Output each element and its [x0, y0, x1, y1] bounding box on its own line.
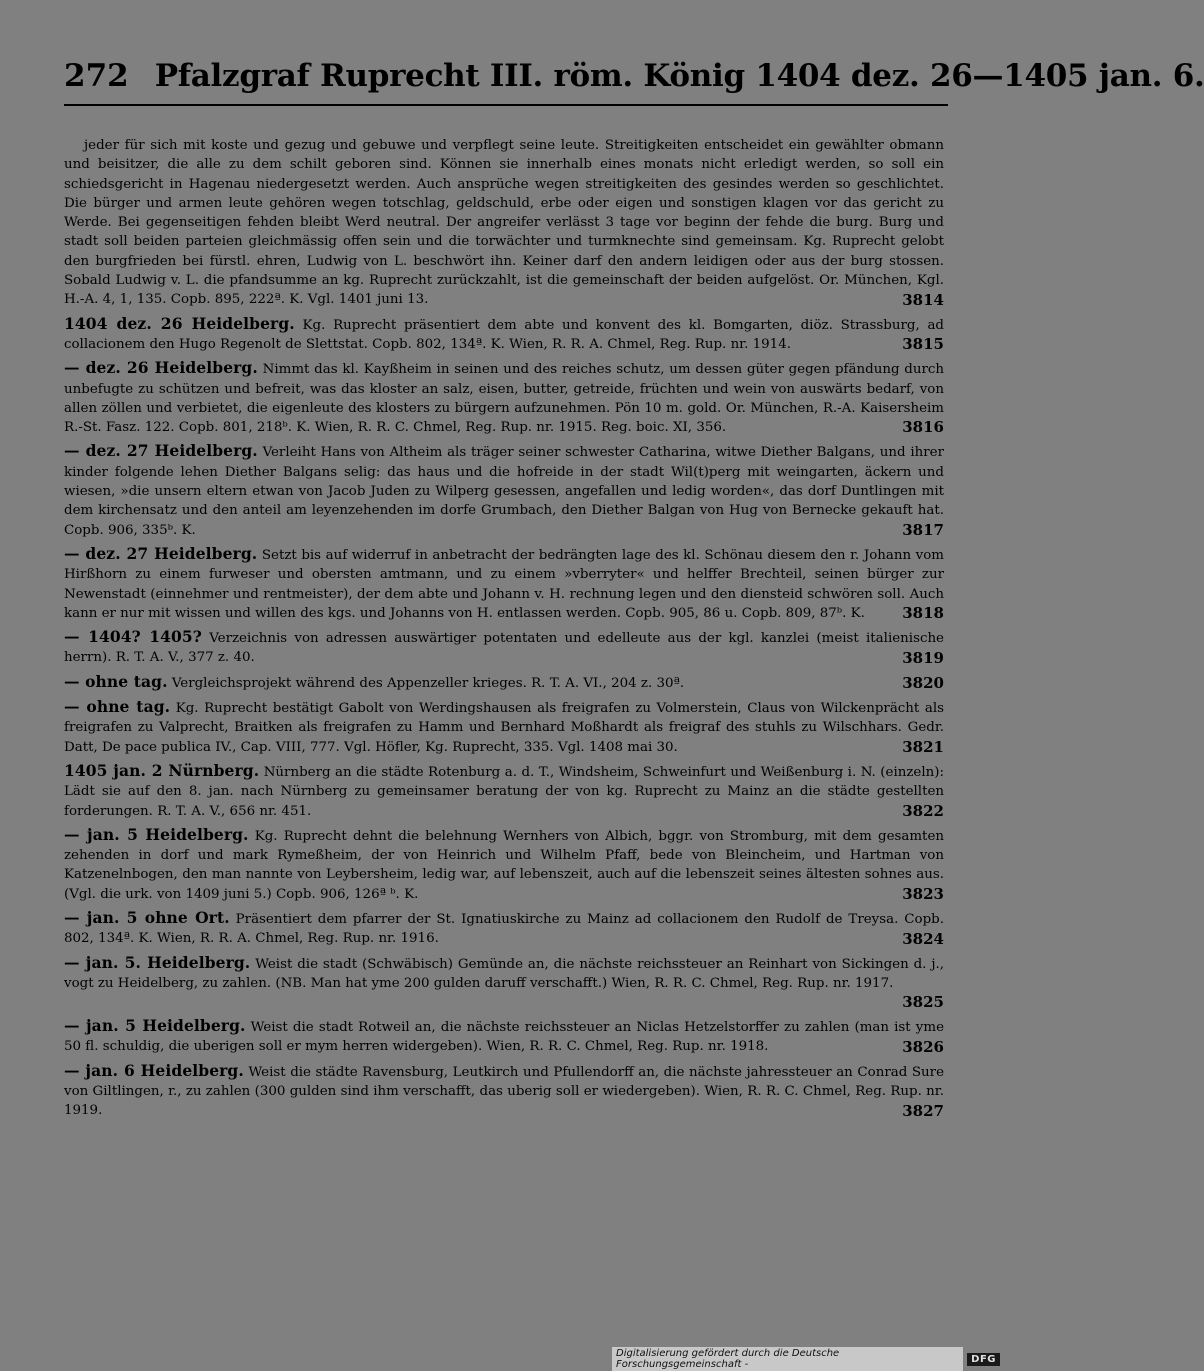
entry-text: Kg. Ruprecht dehnt die belehnung Wernhers von Albich, bggr. von Stromburg, mit dem gesamten zehenden in dorf und mark Rymeßheim, der von Heinrich und Wilhelm Pfaff, bede von Bleincheim, und Hartman von Katzenelnbogen, den man nannte von Leybersheim, ledig war, auf lebenszeit, auch auf die lebenszeit seines ältesten sohnes aus. (Vgl. die urk. von 1409 juni 5.) Copb. 906, 126ª ᵇ. K.: [64, 828, 944, 902]
entry-number: 3825: [902, 993, 944, 1012]
page-number: 272: [64, 58, 129, 94]
regest-entry: [64, 761, 944, 821]
entry-number: 3817: [902, 520, 944, 539]
entry-text: Weist die stadt Rotweil an, die nächste reichssteuer an Niclas Hetzelstorffer zu zahlen (man ist yme 50 fl. schuldig, die uberigen soll er mym herren widergeben). Wien, R. R. C. Chmel, Reg. Rup. nr. 1918.: [64, 1020, 944, 1055]
entry-text: Kg. Ruprecht bestätigt Gabolt von Werdingshausen als freigrafen zu Volmerstein, Claus von Wilckenprächt als freigrafen zu Valprecht, Braitken als freigrafen zu Hamm und Bernhard Moßhardt als freigraf des stuhls zu Wilschhars. Gedr. Datt, De pace publica IV., Cap. VIII, 777. Vgl. Höfler, Kg. Ruprecht, 335. Vgl. 1408 mai 30.: [64, 701, 944, 755]
entry-text: jeder für sich mit koste und gezug und gebuwe und verpflegt seine leute. Streitigkeiten entscheidet ein gewählter obmann und beisitzer, die alle zu dem schilt geboren sind. Können sie innerhalb eines monats nicht erledigt werden, so soll ein schiedsgericht in Hagenau niedergesetzt werden. Auch ansprüche wegen streitigkeiten des gesindes werden so geschlichtet. Die bürger und armen leute gehören wegen totschlag, geldschuld, erbe oder eigen und sonstigen klagen vor das gericht zu Werde. Bei gegenseitigen fehden bleibt Werd neutral. Der angreifer verlässt 3 tage vor beginn der fehde die burg. Burg und stadt soll beiden parteien gleichmässig offen sein und die torwächter und turmknechte sind gemeinsam. Kg. Ruprecht gelobt den burgfrieden bei fürstl. ehren, Ludwig von L. beschwört ihn. Keiner darf den andern leidigen oder aus der burg stossen. Sobald Ludwig v. L. die pfandsumme an kg. Ruprecht zurückzahlt, ist die gemeinschaft der beiden aufgelöst. Or. München, Kgl. H.-A. 4, 1, 135. Copb. 895, 222ª. K. Vgl. 1401 juni 13.: [64, 138, 944, 308]
entry-number: 3823: [902, 884, 944, 903]
entry-number: 3824: [902, 929, 944, 948]
entry-date-place: — dez. 27 Heidelberg.: [64, 543, 258, 563]
entry-text: Setzt bis auf widerruf in anbetracht der bedrängten lage des kl. Schönau diesem den r. Johann vom Hirßhorn zu einem furweser und obersten amtmann, und zu einem »vberryter« und helffer Brechteil, seinen bürger zur Newenstadt (einnehmer und rentmeister), der dem abte und Johann v. H. rechnung legen und den diensteid schwören soll. Auch kann er nur mit wissen und willen des kgs. und Johanns von H. entlassen werden. Copb. 905, 86 u. Copb. 809, 87ᵇ. K.: [64, 547, 944, 621]
regest-entry: [64, 1016, 944, 1057]
entry-text: Verleiht Hans von Altheim als träger seiner schwester Catharina, witwe Diether Balgans, und ihrer kinder folgende lehen Diether Balgans selig: das haus und die hofreide in der stadt Wil(t)perg mit weingarten, äckern und wiesen, »die unsern eltern etwan von Jacob Juden zu Wilperg gesessen, angefallen und ledig worden«, das dorf Duntlingen mit dem kirchensatz und den anteil am leyenzehenden im dorfe Grumbach, den Diether Balgan von Hug von Bernecke gekauft hat. Copb. 906, 335ᵇ. K.: [64, 445, 944, 538]
entry-text: Präsentiert dem pfarrer der St. Ignatiuskirche zu Mainz ad collacionem den Rudolf de Treysa. Copb. 802, 134ª. K. Wien, R. R. A. Chmel, Reg. Rup. nr. 1916.: [64, 911, 944, 947]
credit-text: Digitalisierung gefördert durch die Deutsche Forschungsgemeinschaft -: [612, 1347, 963, 1371]
regest-entry: [64, 441, 944, 539]
entry-date-place: — ohne tag.: [64, 671, 168, 691]
entry-date-place: — 1404? 1405?: [64, 627, 202, 647]
entry-number: 3827: [902, 1101, 944, 1120]
regest-entry: [64, 627, 944, 668]
entry-number: 3822: [902, 801, 944, 820]
running-head: Pfalzgraf Ruprecht III. röm. König 1404 dez. 26—1405 jan. 6.: [154, 58, 1204, 94]
entry-date-place: — dez. 26 Heidelberg.: [64, 358, 258, 378]
entry-number: 3818: [902, 604, 944, 623]
entry-number: 3826: [902, 1037, 944, 1056]
regest-entry: [64, 1061, 944, 1121]
entry-date-place: 1404 dez. 26 Heidelberg.: [64, 313, 295, 333]
entry-text: Nimmt das kl. Kayßheim in seinen und des reiches schutz, um dessen güter gegen pfändung durch unbefugte zu schützen und befreit, was das kloster an salz, eisen, butter, getreide, früchten und wein von auswärts bedarf, von allen zöllen und verbietet, die eigenleute des klosters zu bürgern aufzunehmen. Pön 10 m. gold. Or. München, R.-A. Kaisersheim R.-St. Fasz. 122. Copb. 801, 218ᵇ. K. Wien, R. R. C. Chmel, Reg. Rup. nr. 1915. Reg. boic. XI, 356.: [64, 362, 944, 436]
regest-entry: [64, 697, 944, 757]
entry-text: Nürnberg an die städte Rotenburg a. d. T., Windsheim, Schweinfurt und Weißenburg i. N. (einzeln): Lädt sie auf den 8. jan. nach Nürnberg zu gemeinsamer beratung der von kg. Ruprecht zu Mainz an die städte gestellten forderungen. R. T. A. V., 656 nr. 451.: [64, 764, 944, 819]
entry-number: 3819: [902, 648, 944, 667]
entry-date-place: — jan. 5. Heidelberg.: [64, 952, 251, 972]
regest-entry: [64, 544, 944, 623]
regest-entry: [64, 908, 944, 949]
entry-date-place: 1405 jan. 2 Nürnberg.: [64, 760, 260, 780]
entry-number: 3816: [902, 418, 944, 437]
regest-entry: [64, 825, 944, 904]
regest-entry: [64, 953, 944, 1013]
entry-date-place: — dez. 27 Heidelberg.: [64, 441, 258, 461]
regest-entry: [64, 672, 944, 693]
regest-entry: [64, 358, 944, 437]
entry-date-place: — jan. 5 Heidelberg.: [64, 824, 249, 844]
dfg-logo: DFG: [967, 1353, 1000, 1366]
entry-text: Vergleichsprojekt während des Appenzeller krieges. R. T. A. VI., 204 z. 30ª.: [171, 675, 685, 691]
digitization-credit: [612, 1348, 1000, 1370]
entry-date-place: — ohne tag.: [64, 697, 171, 717]
entry-number: 3820: [902, 674, 944, 693]
entry-text: Weist die städte Ravensburg, Leutkirch und Pfullendorff an, die nächste jahressteuer an Conrad Sure von Giltlingen, r., zu zahlen (300 gulden sind ihm verschafft, das uberig soll er wiedergeben). Wien, R. R. C. Chmel, Reg. Rup. nr. 1919.: [64, 1064, 944, 1119]
entry-date-place: — jan. 6 Heidelberg.: [64, 1060, 244, 1080]
entry-date-place: — jan. 5 ohne Ort.: [64, 907, 230, 927]
entry-number: 3814: [902, 290, 944, 309]
regest-entry: [64, 314, 944, 355]
entry-text: Kg. Ruprecht präsentiert dem abte und konvent des kl. Bomgarten, diöz. Strassburg, ad collacionem den Hugo Regenolt de Slettstat. Copb. 802, 134ª. K. Wien, R. R. A. Chmel, Reg. Rup. nr. 1914.: [64, 317, 945, 352]
regest-entry: [64, 136, 944, 310]
entry-number: 3815: [902, 335, 944, 354]
entry-text: Verzeichnis von adressen auswärtiger potentaten und edelleute aus der kgl. kanzlei (meist italienische herrn). R. T. A. V., 377 z. 40.: [64, 631, 944, 666]
page-header: [64, 58, 1204, 106]
regesta-list: [64, 136, 944, 1121]
entry-date-place: — jan. 5 Heidelberg.: [64, 1016, 246, 1036]
entry-text: Weist die stadt (Schwäbisch) Gemünde an, die nächste reichssteuer an Reinhart von Sickingen d. j., vogt zu Heidelberg, zu zahlen. (NB. Man hat yme 200 gulden daruff verschafft.) Wien, R. R. C. Chmel, Reg. Rup. nr. 1917.: [64, 956, 944, 991]
entry-number: 3821: [902, 737, 944, 756]
